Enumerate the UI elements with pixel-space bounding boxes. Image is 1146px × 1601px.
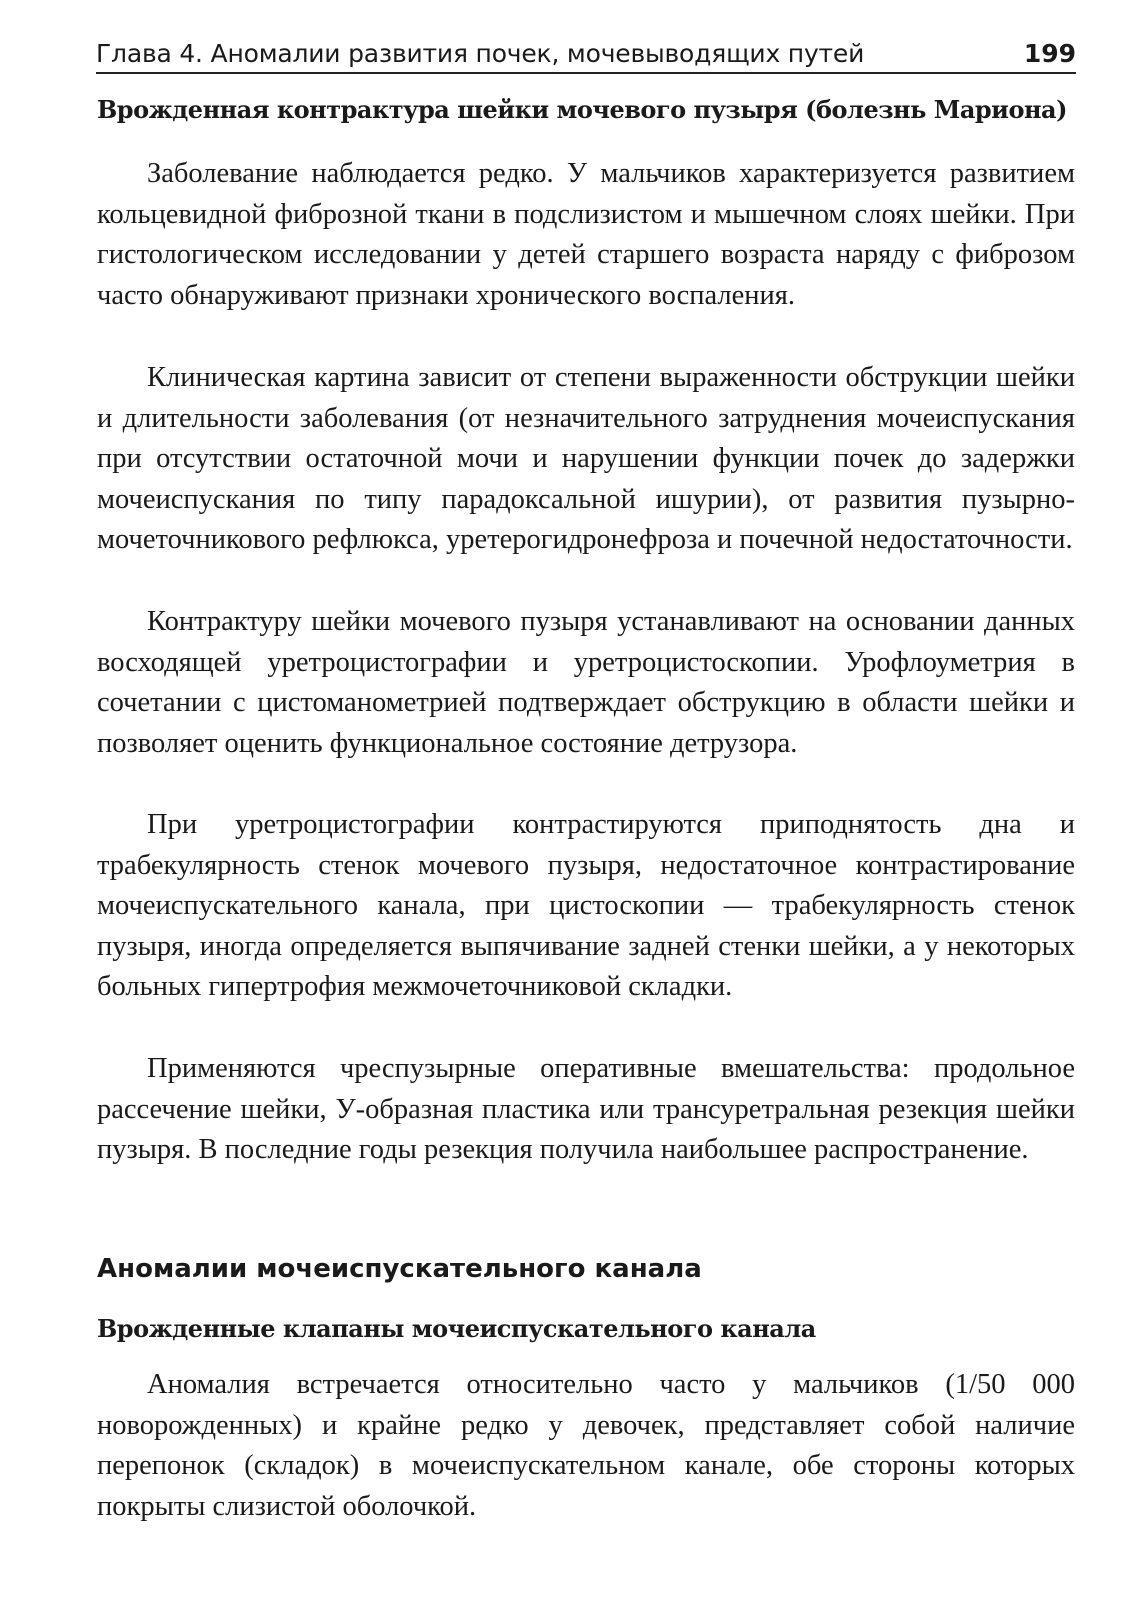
paragraph: Аномалия встречается относительно часто у мальчиков (1/50 000 новорожденных) и крайне редко у девочек, представляет собой наличие перепонок (складок) в мочеиспускательном канале, обе стороны которых покрыты слизистой оболочкой. (97, 1369, 1075, 1522)
subsection-title-urethral-valves: Врожденные клапаны мочеиспускательного канала (97, 1314, 816, 1343)
paragraph: Применяются чреспузырные оперативные вмешательства: продольное рассечение шейки, У-образная пластика или трансуретральная резекция шейки пузыря. В последние годы резекция получила наибольшее распространение. (97, 1053, 1075, 1166)
chapter-title: Глава 4. Аномалии развития почек, мочевыводящих путей (96, 39, 865, 68)
page-number: 199 (1023, 39, 1076, 68)
paragraph: Контрактуру шейки мочевого пузыря устанавливают на основании данных восходящей уретроцистографии и уретроцистоскопии. Урофлоуметрия в сочетании с цистоманометрией подтверждает обструкцию в области шейки и позволяет оценить функциональное состояние детрузора. (97, 606, 1075, 759)
paragraph: Клиническая картина зависит от степени выраженности обструкции шейки и длительности заболевания (от незначительного затруднения мочеиспускания при отсутствии остаточной мочи и нарушении функции почек до задержки мочеиспускания по типу парадоксальной ишурии), от развития пузырно-мочеточникового рефлюкса, уретерогидронефроза и почечной недостаточности. (97, 362, 1075, 556)
running-header (96, 32, 1076, 74)
section-title-marion: Врожденная контрактура шейки мочевого пузыря (болезнь Мариона) (97, 95, 1067, 124)
section-title-urethra-anomalies: Аномалии мочеиспускательного канала (97, 1254, 702, 1284)
paragraph: Заболевание наблюдается редко. У мальчиков характеризуется развитием кольцевидной фиброзной ткани в подслизистом и мышечном слоях шейки. При гистологическом исследовании у детей старшего возраста наряду с фиброзом часто обнаруживают признаки хронического воспаления. (97, 158, 1075, 311)
paragraph: При уретроцистографии контрастируются приподнятость дна и трабекулярность стенок мочевого пузыря, недостаточное контрастирование мочеиспускательного канала, при цистоскопии — трабекулярность стенок пузыря, иногда определяется выпячивание задней стенки шейки, а у некоторых больных гипертрофия межмочеточниковой складки. (97, 809, 1075, 1003)
